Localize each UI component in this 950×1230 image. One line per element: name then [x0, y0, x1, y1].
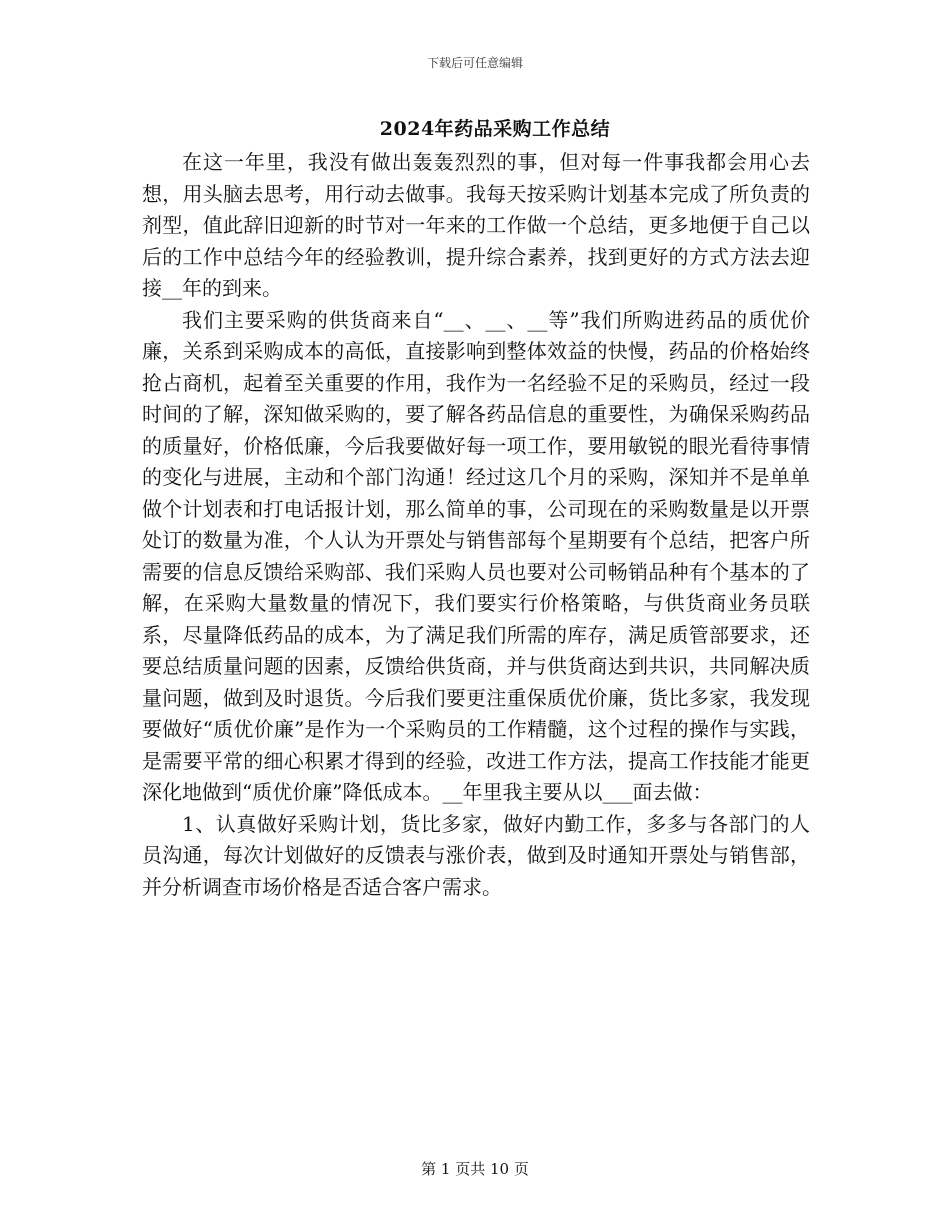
header-note: 下载后可任意编辑: [426, 56, 523, 70]
document-title: 2024年药品采购工作总结: [379, 118, 611, 140]
paragraph: 在这一年里，我没有做出轰轰烈烈的事，但对每一件事我都会用心去想，用头脑去思考，用行动去做事。我每天按采购计划基本完成了所负责的剂型，值此辞旧迎新的时节对一年来的工作做一个总结，更多地便于自己以后的工作中总结今年的经验教训，提升综合素养，找到更好的方式方法去迎接__年的到来。: [142, 150, 810, 300]
paragraph: 我们主要采购的供货商来自“__、__、__等”我们所购进药品的质优价廉，关系到采购成本的高低，直接影响到整体效益的快慢，药品的价格始终抢占商机，起着至关重要的作用，我作为一名经验不足的采购员，经过一段时间的了解，深知做采购的，要了解各药品信息的重要性，为确保采购药品的质量好，价格低廉，今后我要做好每一项工作，要用敏锐的眼光看待事情的变化与进展，主动和个部门沟通！经过这几个月的采购，深知并不是单单做个计划表和打电话报计划，那么简单的事，公司现在的采购数量是以开票处订的数量为准，个人认为开票处与销售部每个星期要有个总结，把客户所需要的信息反馈给采购部、我们采购人员也要对公司畅销品种有个基本的了解，在采购大量数量的情况下，我们要实行价格策略，与供货商业务员联系，尽量降低药品的成本，为了满足我们所需的库存，满足质管部要求，还要总结质量问题的因素，反馈给供货商，并与供货商达到共识，共同解决质量问题，做到及时退货。今后我们要更注重保质优价廉，货比多家，我发现要做好“质优价廉”是作为一个采购员的工作精髓，这个过程的操作与实践，是需要平常的细心积累才得到的经验，改进工作方法，提高工作技能才能更深化地做到“质优价廉”降低成本。__年里我主要从以___面去做：: [142, 307, 810, 804]
page-footer: 第 1 页共 10 页: [421, 1160, 529, 1178]
document-body: [142, 147, 810, 903]
paragraph: 1、认真做好采购计划，货比多家，做好内勤工作，多多与各部门的人员沟通，每次计划做好的反馈表与涨价表，做到及时通知开票处与销售部，并分析调查市场价格是否适合客户需求。: [142, 811, 810, 899]
